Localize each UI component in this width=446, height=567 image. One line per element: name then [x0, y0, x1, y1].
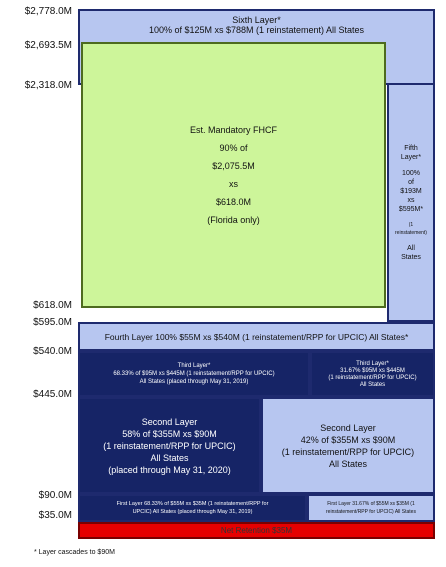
second-left-period: (placed through May 31, 2020) [108, 464, 231, 475]
fifth-layer-line: of [408, 178, 414, 186]
fifth-layer-line: $595M* [398, 205, 424, 213]
fourth-layer-terms: Fourth Layer 100% $55M xs $540M (1 reinstatement/RPP for UPCIC) All States* [104, 331, 409, 342]
y-label-90: $90.0M [38, 490, 72, 501]
sixth-layer-title: Sixth Layer* [232, 15, 281, 25]
third-right-terms: 31.67% $95M xs $445M [340, 367, 405, 374]
fhcf-line: (Florida only) [207, 215, 260, 225]
third-right-title: Third Layer* [356, 360, 389, 367]
y-label-445: $445.0M [33, 389, 72, 400]
third-left-terms: 68.33% of $95M xs $445M (1 reinstatement/RPP for UPCIC) [113, 371, 275, 377]
fifth-layer-line: Fifth [404, 144, 418, 152]
first-right-terms: First Layer 31.67% of $55M xs $35M (1 [327, 501, 415, 507]
fifth-layer-line: All [407, 244, 415, 252]
second-right-title: Second Layer [320, 422, 376, 433]
second-layer-right-box [261, 397, 435, 494]
fifth-layer-line: $193M [400, 187, 422, 195]
y-label-618: $618.0M [33, 300, 72, 311]
second-left-terms: 58% of $355M xs $90M [122, 428, 217, 439]
y-label-2318: $2,318.0M [24, 80, 72, 91]
second-left-reinstatement: (1 reinstatement/RPP for UPCIC) [103, 440, 236, 451]
fifth-layer-line: States [401, 253, 421, 261]
fhcf-line: $2,075.5M [212, 161, 255, 171]
third-right-reinstatement: (1 reinstatement/RPP for UPCIC) [328, 374, 417, 381]
third-left-scope: All States (placed through May 31, 2019) [139, 379, 249, 385]
net-retention-box [78, 522, 435, 539]
fhcf-line: xs [229, 179, 238, 189]
fifth-layer-line: (1 [408, 221, 414, 228]
first-layer-left-box [78, 494, 307, 522]
second-layer-left-box [78, 397, 261, 494]
fhcf-line: 90% of [219, 143, 248, 153]
fourth-layer-box [78, 322, 435, 351]
second-left-title: Second Layer [141, 416, 198, 427]
third-layer-right-box [310, 351, 435, 397]
fifth-layer-line: reinstatement) [395, 229, 427, 236]
first-layer-right-box [307, 494, 435, 522]
first-left-terms: First Layer 68.33% of $55M xs $35M (1 reinstatement/RPP for [116, 501, 269, 507]
second-left-scope: All States [150, 452, 189, 463]
fhcf-box [81, 42, 386, 308]
y-label-2693: $2,693.5M [24, 40, 72, 51]
first-right-scope: reinstatement/RPP for UPCIC) All States [326, 509, 416, 515]
first-left-scope: UPCIC) All States (placed through May 31, 2019) [132, 509, 253, 515]
y-label-595: $595.0M [33, 317, 72, 328]
fhcf-line: $618.0M [215, 197, 252, 207]
second-right-reinstatement: (1 reinstatement/RPP for UPCIC) [281, 446, 415, 457]
sixth-layer-terms: 100% of $125M xs $788M (1 reinstatement) All States [148, 25, 365, 35]
y-label-2778: $2,778.0M [24, 6, 72, 17]
net-retention-label: Net Retention $35M [220, 526, 293, 535]
second-right-terms: 42% of $355M xs $90M [300, 434, 396, 445]
fifth-layer-line: 100% [402, 169, 420, 177]
third-right-scope: All States [359, 381, 386, 388]
fifth-layer-box [387, 83, 435, 322]
y-label-540: $540.0M [33, 346, 72, 357]
third-left-title: Third Layer* [177, 363, 211, 369]
footnote: * Layer cascades to $90M [34, 549, 115, 556]
fhcf-line: Est. Mandatory FHCF [189, 125, 278, 135]
fifth-layer-line: xs [407, 196, 415, 204]
second-right-scope: All States [328, 458, 368, 469]
y-label-35: $35.0M [38, 510, 72, 521]
fifth-layer-line: Layer* [400, 153, 422, 161]
third-layer-left-box [78, 351, 310, 397]
